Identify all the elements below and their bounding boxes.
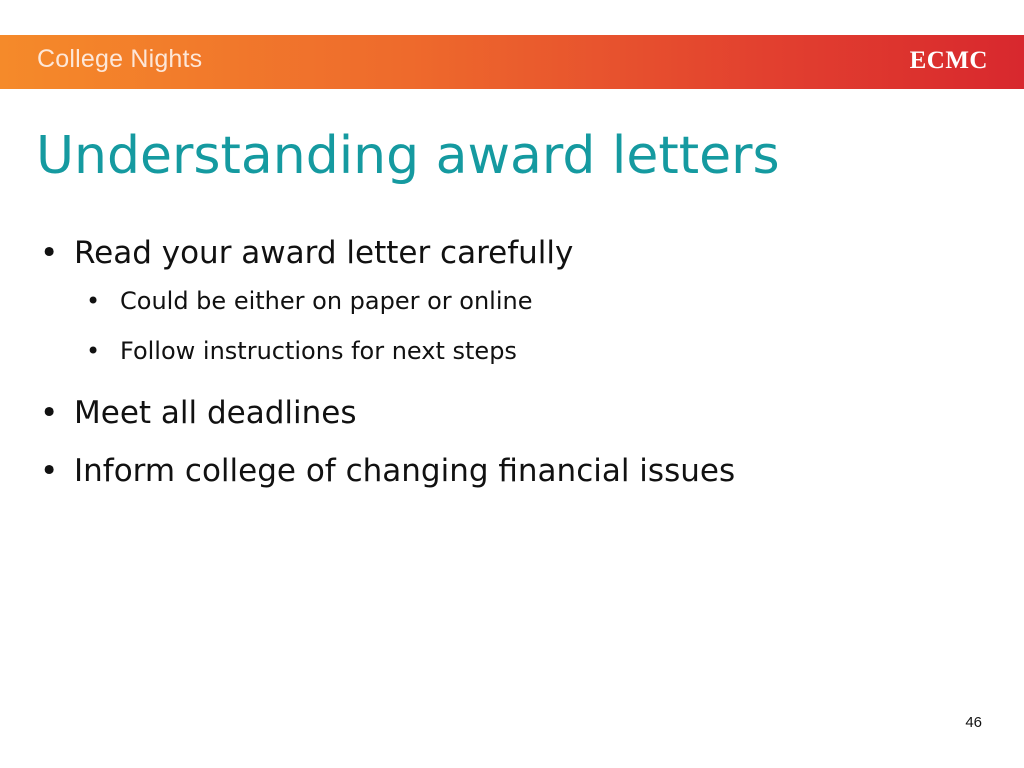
spacer <box>36 376 735 384</box>
slide-title: Understanding award letters <box>36 126 780 186</box>
bullet-marker: • <box>86 337 101 365</box>
sub-bullet-text: Follow instructions for next steps <box>120 337 517 365</box>
bullet-item <box>36 442 735 500</box>
bullet-marker: • <box>40 235 59 271</box>
page-number: 46 <box>965 714 982 731</box>
company-logo-text: ECMC <box>909 47 988 74</box>
bullet-list <box>36 230 735 500</box>
bullet-text: Inform college of changing financial issues <box>74 453 736 489</box>
header-banner <box>0 35 1024 89</box>
bullet-text: Meet all deadlines <box>74 395 357 431</box>
bullet-marker: • <box>40 395 59 431</box>
program-name: College Nights <box>37 45 203 73</box>
sub-bullet-item <box>36 326 735 376</box>
sub-bullet-text: Could be either on paper or online <box>120 287 533 315</box>
bullet-text: Read your award letter carefully <box>74 235 574 271</box>
sub-bullet-item <box>36 276 735 326</box>
bullet-marker: • <box>40 453 59 489</box>
bullet-item <box>36 384 735 442</box>
bullet-item <box>36 230 735 276</box>
bullet-marker: • <box>86 287 101 315</box>
